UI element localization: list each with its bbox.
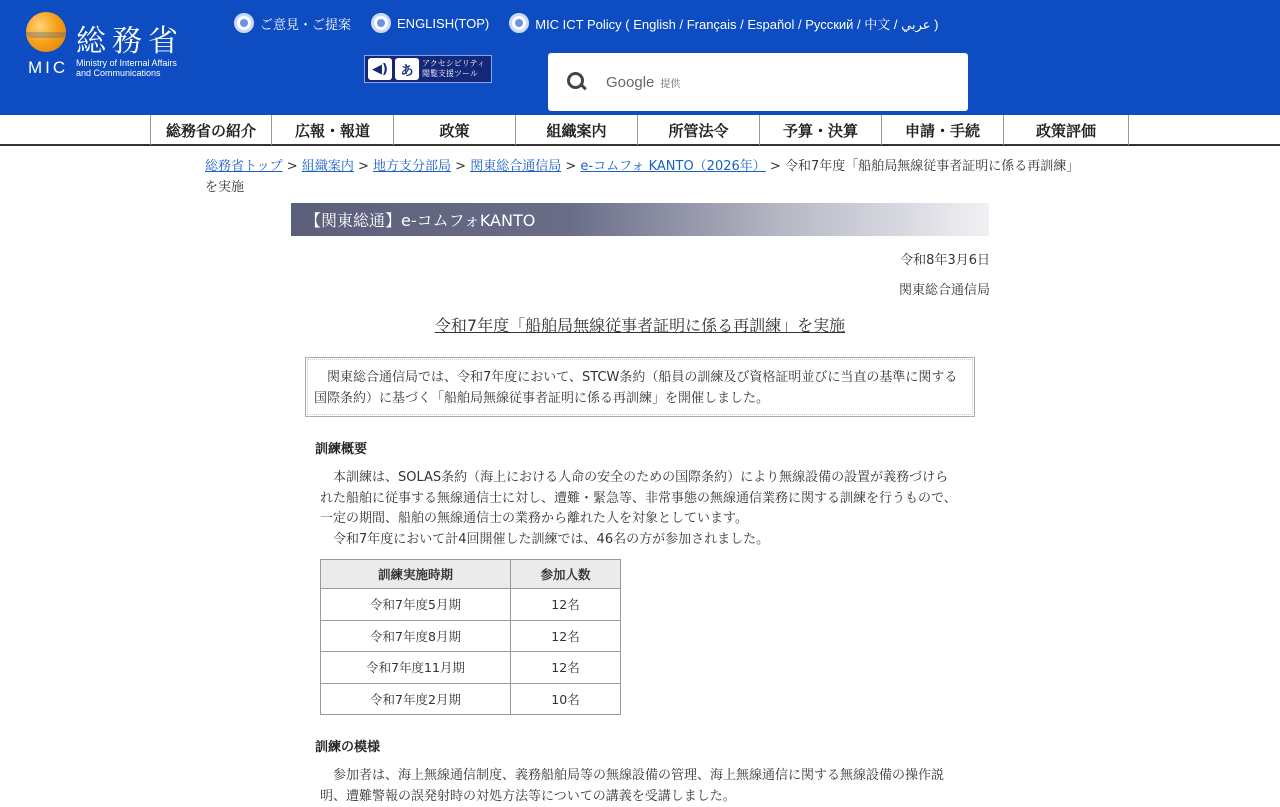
publish-date: 令和8年3月6日 [900, 253, 990, 268]
table-cell-period: 令和7年度5月期 [321, 589, 511, 621]
table-header-row [321, 560, 621, 589]
breadcrumb-link-top[interactable]: 総務省トップ [205, 159, 283, 174]
accessibility-line2: 閲覧支援ツール [422, 69, 478, 78]
breadcrumb-separator: > [769, 159, 781, 174]
overview-paragraph [320, 468, 960, 550]
section-title-overview: 訓練概要 [315, 442, 368, 457]
lead-body: 関東総合通信局では、令和7年度において、STCW条約（船員の訓練及び資格証明並びに当直の基準に関する国際条約）に基づく「船舶局無線従事者証明に係る再訓練」を開催しました。 [314, 370, 958, 406]
site-header [0, 0, 1280, 115]
accessibility-tool-button[interactable] [364, 55, 492, 83]
breadcrumb-link-kanto-bureau[interactable]: 関東総合通信局 [470, 159, 562, 174]
breadcrumb-link-regional-bureaus[interactable]: 地方支分部局 [373, 159, 452, 174]
table-row [321, 620, 621, 652]
overview-text-2: 令和7年度において計4回開催した訓練では、46名の方が参加されました。 [333, 531, 770, 547]
speaker-icon: ◀) [368, 58, 392, 80]
breadcrumb-separator: > [357, 159, 369, 174]
table-cell-period: 令和7年度2月期 [321, 683, 511, 715]
search-input[interactable] [548, 53, 968, 111]
nav-item-budget[interactable]: 予算・決算 [760, 115, 882, 145]
breadcrumb-link-organization[interactable]: 組織案内 [301, 159, 354, 174]
search-icon[interactable] [566, 71, 588, 93]
overview-paragraph-1 [320, 468, 960, 530]
hiragana-a-icon: あ [395, 58, 419, 80]
accessibility-line1: アクセシビリティ [422, 59, 485, 68]
toplink-label: ご意見・ご提案 [260, 16, 352, 32]
toplink-english[interactable] [371, 13, 489, 33]
lead-summary-box [305, 357, 975, 417]
breadcrumb-separator: > [455, 159, 467, 174]
search-provided-label: 提供 [660, 78, 681, 90]
global-nav [0, 115, 1280, 146]
logo-english-line1: Ministry of Internal Affairs [76, 58, 177, 68]
radio-bullet-icon [509, 13, 529, 33]
table-header-period: 訓練実施時期 [321, 560, 511, 589]
toplink-opinion[interactable] [234, 13, 351, 33]
toplink-label: ENGLISH(TOP) [397, 15, 490, 31]
logo-english-line2: and Communications [76, 68, 161, 78]
overview-text-1: 本訓練は、SOLAS条約（海上における人命の安全のための国際条約）により無線設備の設置が義務づけられた船舶に従事する無線通信士に対し、遭難・緊急等、非常事態の無線通信業務に関する訓練を行うもので、一定の期間、船舶の無線通信士の業務から離れた人を対象としています。 [320, 470, 957, 526]
table-cell-participants: 10名 [511, 683, 621, 715]
table-cell-participants: 12名 [511, 589, 621, 621]
training-scene-paragraph [320, 766, 952, 807]
nav-item-applications[interactable]: 申請・手続 [882, 115, 1004, 145]
breadcrumb-separator: > [286, 159, 298, 174]
page-banner: 【関東総通】e-コムフォKANTO [291, 203, 989, 236]
nav-item-organization[interactable]: 組織案内 [516, 115, 638, 145]
breadcrumb-separator: > [565, 159, 577, 174]
mic-logo[interactable] [26, 12, 216, 82]
table-row [321, 652, 621, 684]
table-cell-period: 令和7年度11月期 [321, 652, 511, 684]
logo-japanese-name: 総務省 [76, 24, 184, 59]
table-row [321, 683, 621, 715]
table-cell-participants: 12名 [511, 652, 621, 684]
radio-bullet-icon [371, 13, 391, 33]
table-header-participants: 参加人数 [511, 560, 621, 589]
accessibility-tool-label [422, 59, 485, 79]
table-row [321, 589, 621, 621]
table-cell-period: 令和7年度8月期 [321, 620, 511, 652]
table-cell-participants: 12名 [511, 620, 621, 652]
nav-item-about[interactable]: 総務省の紹介 [151, 115, 272, 145]
logo-english-name [76, 58, 177, 78]
nav-item-press[interactable]: 広報・報道 [272, 115, 394, 145]
radio-bullet-icon [234, 13, 254, 33]
search-brand: Google [606, 73, 655, 91]
nav-item-policy[interactable]: 政策 [394, 115, 516, 145]
breadcrumb [205, 156, 1080, 198]
section-title-training-scene: 訓練の模様 [315, 740, 381, 755]
article-title: 令和7年度「船舶局無線従事者証明に係る再訓練」を実施 [434, 316, 846, 335]
toplink-label: MIC ICT Policy ( English / Français / Español / Русский / 中文 / عربي ) [535, 16, 939, 32]
nav-item-evaluation[interactable]: 政策評価 [1004, 115, 1129, 145]
logo-emblem-icon [26, 12, 66, 52]
publishing-organization: 関東総合通信局 [898, 283, 990, 298]
top-links [234, 13, 958, 33]
overview-paragraph-2 [320, 530, 960, 551]
nav-item-laws[interactable]: 所管法令 [638, 115, 760, 145]
training-schedule-table [320, 559, 621, 715]
breadcrumb-current: 令和7年度「船舶局無線従事者証明に係る再訓練」を実施 [205, 159, 1080, 195]
training-scene-text: 参加者は、海上無線通信制度、義務船舶局等の無線設備の管理、海上無線通信に関する無線設備の操作説明、遭難警報の誤発射時の対処方法等についての講義を受講しました。 [320, 768, 945, 804]
breadcrumb-link-e-comfo[interactable]: e-コムフォ KANTO（2026年） [580, 159, 766, 174]
toplink-ict-policy[interactable] [509, 13, 938, 33]
lead-text [314, 370, 327, 385]
logo-abbreviation: MIC [28, 58, 69, 77]
